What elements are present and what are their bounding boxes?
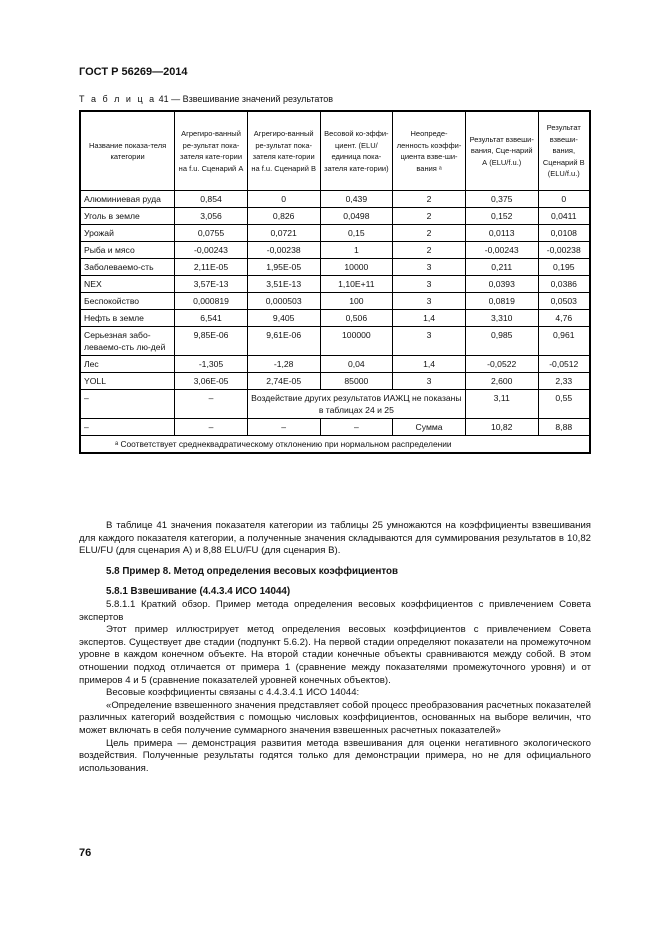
cell: – [175, 390, 248, 419]
value-cell: 0,211 [465, 259, 538, 276]
cell: – [320, 419, 393, 436]
table-row [80, 293, 590, 310]
table-caption [79, 94, 333, 104]
sum-a: 10,82 [465, 419, 538, 436]
table-row-other [80, 390, 590, 419]
value-cell: 1,95E-05 [247, 259, 320, 276]
value-cell: 9,61E-06 [247, 327, 320, 356]
category-name-cell: NEX [80, 276, 175, 293]
table-row [80, 276, 590, 293]
category-name-cell: Алюминиевая руда [80, 191, 175, 208]
column-header: Агрегиро-ванный ре-зультат пока-зателя кате-гории на f.u. Сценарий А [175, 111, 248, 191]
table-footnote: ᵃ Соответствует среднеквадратическому отклонению при нормальном распределении [80, 436, 590, 454]
value-cell: 0,961 [538, 327, 590, 356]
category-name-cell: YOLL [80, 373, 175, 390]
table-row [80, 259, 590, 276]
value-cell: 3 [393, 373, 466, 390]
value-cell: 0,0755 [175, 225, 248, 242]
value-cell: 0,0393 [465, 276, 538, 293]
value-cell: 2 [393, 242, 466, 259]
value-cell: 0,0113 [465, 225, 538, 242]
value-cell: 3,06E-05 [175, 373, 248, 390]
value-cell: 1 [320, 242, 393, 259]
value-cell: 85000 [320, 373, 393, 390]
value-cell: 0,0498 [320, 208, 393, 225]
column-header: Неопреде-ленность коэффи-циента взве-ши-вания ᵃ [393, 111, 466, 191]
value-cell: 0,04 [320, 356, 393, 373]
value-cell: 3,51E-13 [247, 276, 320, 293]
column-header: Название показа-теля категории [80, 111, 175, 191]
value-cell: 3,57E-13 [175, 276, 248, 293]
sum-label: Сумма [393, 419, 466, 436]
table-row-sum [80, 419, 590, 436]
value-cell: 2,11E-05 [175, 259, 248, 276]
value-cell: 3 [393, 276, 466, 293]
value-cell: 0,0721 [247, 225, 320, 242]
table-row [80, 327, 590, 356]
value-cell: 2 [393, 208, 466, 225]
value-cell: 0,439 [320, 191, 393, 208]
body-text [79, 520, 591, 775]
table-row [80, 373, 590, 390]
value-cell: -1,28 [247, 356, 320, 373]
results-table [79, 110, 591, 454]
caption-prefix: Т а б л и ц а [79, 94, 157, 104]
page-number: 76 [79, 847, 92, 859]
value-cell: 6,541 [175, 310, 248, 327]
value-cell: -0,00243 [175, 242, 248, 259]
category-name-cell: Серьезная забо-леваемо-сть лю-дей [80, 327, 175, 356]
value-cell: 9,405 [247, 310, 320, 327]
table-row [80, 356, 590, 373]
value-cell: -0,00238 [538, 242, 590, 259]
paragraph: «Определение взвешенного значения представляет собой процесс преобразования расчетных показателей различных категорий воздействия с помощью числовых коэффициентов, основанных на выборе величин, что может включать в себя получение суммарного значения взвешенных расчетных показателей» [79, 699, 591, 736]
category-name-cell: Лес [80, 356, 175, 373]
caption-title: 41 — Взвешивание значений результатов [156, 94, 334, 104]
column-header: Весовой ко-эффи-циент. (ELU/ единица пока-зателя кате-гории) [320, 111, 393, 191]
value-cell: 0,854 [175, 191, 248, 208]
value-cell: 2,74E-05 [247, 373, 320, 390]
value-cell: 0,152 [465, 208, 538, 225]
paragraph: 5.8.1.1 Краткий обзор. Пример метода определения весовых коэффициентов с привлечением Совета экспертов [79, 598, 591, 623]
category-name-cell: Рыба и мясо [80, 242, 175, 259]
cell: – [247, 419, 320, 436]
value-cell: 0,000503 [247, 293, 320, 310]
category-name-cell: Заболеваемо-сть [80, 259, 175, 276]
sum-b: 8,88 [538, 419, 590, 436]
value-cell: 0,375 [465, 191, 538, 208]
value-cell: 2,33 [538, 373, 590, 390]
table-row [80, 310, 590, 327]
table-row [80, 208, 590, 225]
value-cell: 0,0386 [538, 276, 590, 293]
column-header: Результат взвеши-вания, Сце-нарий А (ELU/f.u.) [465, 111, 538, 191]
value-cell: 0,506 [320, 310, 393, 327]
merged-note-cell: Воздействие других результатов ИАЖЦ не показаны в таблицах 24 и 25 [247, 390, 465, 419]
value-cell: 2,600 [465, 373, 538, 390]
value-cell: -0,0512 [538, 356, 590, 373]
category-name-cell: Беспокойство [80, 293, 175, 310]
value-cell: -0,00243 [465, 242, 538, 259]
value-cell: 0 [538, 191, 590, 208]
value-cell: 0,000819 [175, 293, 248, 310]
paragraph: Цель примера — демонстрация развития метода взвешивания для оценки негативного экологического воздействия. Полученные результаты годятся только для демонстрации примера, но не для официального использования. [79, 737, 591, 774]
value-cell: 3,310 [465, 310, 538, 327]
value-cell: 9,85E-06 [175, 327, 248, 356]
value-cell: 1,4 [393, 356, 466, 373]
value-cell: 0,0108 [538, 225, 590, 242]
value-cell: 4,76 [538, 310, 590, 327]
paragraph: Этот пример иллюстрирует метод определения весовых коэффициентов с привлечением Совета экспертов. Существует две стадии (подпункт 5.6.2). На первой стадии определяют показатели на промежуточном уровне в каждом конечном объекте. На второй стадии конечные объекты сравниваются между собой. В этом отношении подход отличается от примера 1 (сравнение между показателями промежуточного уровня) и от примеров 4 и 5 (сравнение показателей уровней конечных объектов). [79, 624, 591, 686]
column-header: Агрегиро-ванный ре-зультат пока-зателя кате-гории на f.u. Сценарий В [247, 111, 320, 191]
value-cell: 0,0411 [538, 208, 590, 225]
cell: 3,11 [465, 390, 538, 419]
value-cell: 1,4 [393, 310, 466, 327]
value-cell: 2 [393, 225, 466, 242]
value-cell: 100000 [320, 327, 393, 356]
category-name-cell: Урожай [80, 225, 175, 242]
value-cell: 3 [393, 293, 466, 310]
column-header: Результат взвеши-вания, Сценарий В (ELU/f.u.) [538, 111, 590, 191]
value-cell: 3 [393, 259, 466, 276]
category-name-cell: Нефть в земле [80, 310, 175, 327]
table-row [80, 242, 590, 259]
table-row [80, 225, 590, 242]
document-header: ГОСТ Р 56269—2014 [79, 66, 188, 78]
value-cell: 0,15 [320, 225, 393, 242]
value-cell: -0,00238 [247, 242, 320, 259]
cell: 0,55 [538, 390, 590, 419]
cell: – [80, 390, 175, 419]
section-heading: 5.8 Пример 8. Метод определения весовых коэффициентов [106, 565, 399, 577]
value-cell: -0,0522 [465, 356, 538, 373]
subsection-heading: 5.8.1 Взвешивание (4.4.3.4 ИСО 14044) [106, 586, 291, 598]
value-cell: 0,826 [247, 208, 320, 225]
table-row [80, 191, 590, 208]
value-cell: 2 [393, 191, 466, 208]
value-cell: 1,10E+11 [320, 276, 393, 293]
cell: – [80, 419, 175, 436]
value-cell: 10000 [320, 259, 393, 276]
value-cell: 3 [393, 327, 466, 356]
cell: – [175, 419, 248, 436]
value-cell: 0,0503 [538, 293, 590, 310]
paragraph: Весовые коэффициенты связаны с 4.4.3.4.1 ИСО 14044: [106, 687, 360, 699]
value-cell: 0,195 [538, 259, 590, 276]
value-cell: 0,0819 [465, 293, 538, 310]
value-cell: 0 [247, 191, 320, 208]
category-name-cell: Уголь в земле [80, 208, 175, 225]
value-cell: 100 [320, 293, 393, 310]
value-cell: 3,056 [175, 208, 248, 225]
value-cell: -1,305 [175, 356, 248, 373]
value-cell: 0,985 [465, 327, 538, 356]
paragraph: В таблице 41 значения показателя категории из таблицы 25 умножаются на коэффициенты взвешивания для каждого показателя категории, а полученные значения складываются для суммирования результатов в 10,82 ELU/FU (для сценария А) и 8,88 ELU/FU (для сценария В). [79, 520, 591, 557]
table-header-row [80, 111, 590, 191]
